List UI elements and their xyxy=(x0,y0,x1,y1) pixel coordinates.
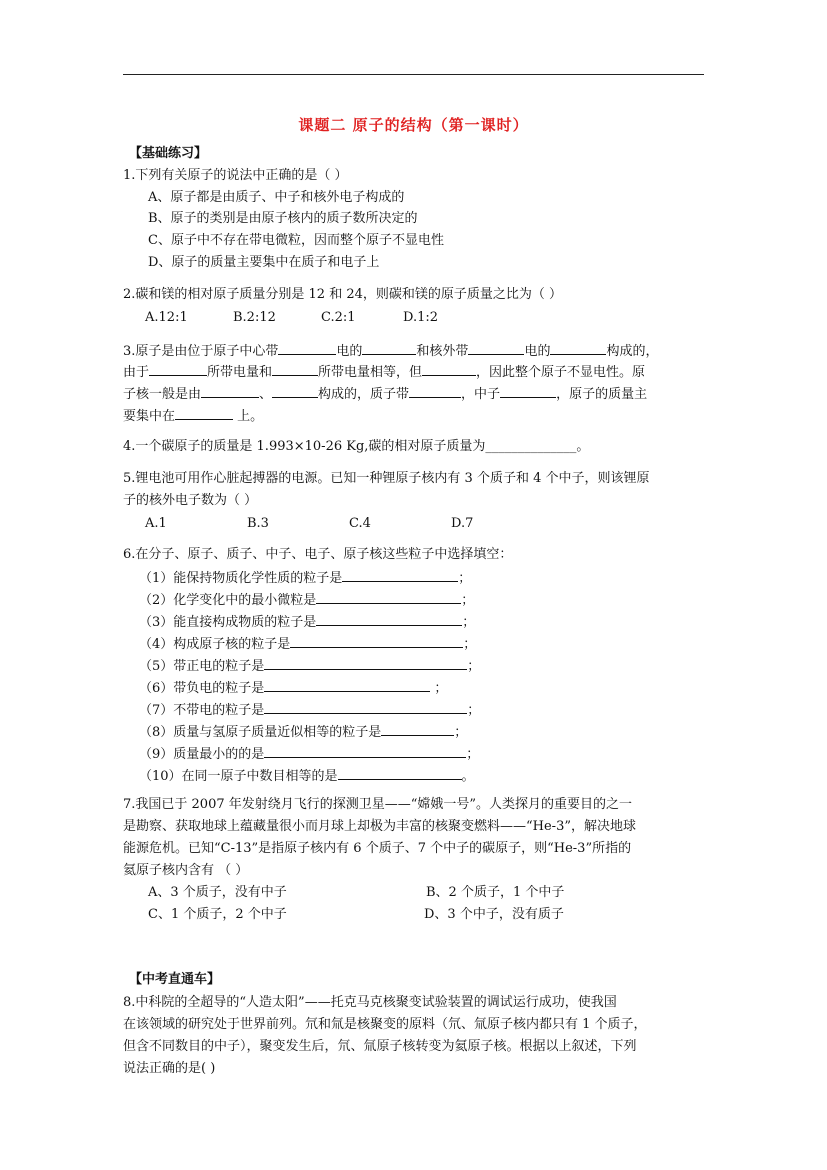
item-end: ； xyxy=(454,725,468,740)
item-label: （6）带负电的粒子是 xyxy=(139,681,265,696)
section-basic-heading: 【基础练习】 xyxy=(129,146,208,161)
item-end: ； xyxy=(466,747,480,762)
item-label: （3）能直接构成物质的粒子是 xyxy=(139,615,317,630)
question-2-option-c: C.2:1 xyxy=(321,310,356,325)
question-3-line-1 xyxy=(123,341,658,361)
question-2-option-b: B.2:12 xyxy=(233,310,276,325)
item-end: ； xyxy=(467,659,481,674)
question-7-line-2: 是勘察、获取地球上蕴藏量很小而月球上却极为丰富的核聚变燃料——“He-3”，解决地球 xyxy=(123,819,636,834)
header-rule xyxy=(123,74,704,75)
answer-blank[interactable] xyxy=(381,722,454,736)
item-label: （1）能保持物质化学性质的粒子是 xyxy=(139,571,343,586)
question-4-stem: 4.一个碳原子的质量是 1.993×10-26 Kg,碳的相对原子质量为______________。 xyxy=(123,439,590,454)
q3-text: 构成的， xyxy=(606,344,659,359)
question-2-option-d: D.1:2 xyxy=(403,310,439,325)
answer-blank[interactable] xyxy=(278,341,336,355)
question-7-line-4: 氦原子核内含有 （ ） xyxy=(123,863,249,878)
question-5-option-d: D.7 xyxy=(451,516,474,531)
question-7-option-c: C、1 个质子，2 个中子 xyxy=(148,907,287,922)
answer-blank[interactable] xyxy=(316,612,462,626)
question-1-option-b: B、原子的类别是由原子核内的质子数所决定的 xyxy=(148,211,418,226)
question-8-line-2: 在该领域的研究处于世界前列。氘和氚是核聚变的原料（氘、氚原子核内都只有 1 个质子， xyxy=(123,1017,647,1032)
item-end: 。 xyxy=(461,769,475,784)
answer-blank[interactable] xyxy=(422,362,476,376)
question-6-item xyxy=(139,568,471,588)
answer-blank[interactable] xyxy=(149,362,207,376)
section-exam-heading: 【中考直通车】 xyxy=(129,972,221,987)
item-end: ； xyxy=(463,637,477,652)
question-1-stem: 1.下列有关原子的说法中正确的是（ ） xyxy=(123,168,348,183)
question-6-item xyxy=(139,678,447,698)
question-6-stem: 6.在分子、原子、质子、中子、电子、原子核这些粒子中选择填空： xyxy=(123,547,513,562)
question-6-item xyxy=(139,744,479,764)
question-3-line-4 xyxy=(123,406,263,426)
item-label: （4）构成原子核的粒子是 xyxy=(139,637,291,652)
answer-blank[interactable] xyxy=(409,384,461,398)
question-7-option-b: B、2 个质子，1 个中子 xyxy=(426,885,565,900)
answer-blank[interactable] xyxy=(500,384,556,398)
question-7-option-a: A、3 个质子，没有中子 xyxy=(148,885,287,900)
question-1-option-c: C、原子中不存在带电微粒，因而整个原子不显电性 xyxy=(148,233,444,248)
answer-blank[interactable] xyxy=(175,406,233,420)
question-2-options xyxy=(145,309,438,327)
question-6-item xyxy=(139,700,480,720)
item-label: （2）化学变化中的最小微粒是 xyxy=(139,593,317,608)
answer-blank[interactable] xyxy=(550,341,606,355)
q3-text: 电的 xyxy=(524,344,551,359)
question-6-item xyxy=(139,722,467,742)
page-title: 课题二 原子的结构（第一课时） xyxy=(298,116,529,134)
question-2-stem: 2.碳和镁的相对原子质量分别是 12 和 24，则碳和镁的原子质量之比为（ ） xyxy=(123,287,563,302)
answer-blank[interactable] xyxy=(264,656,467,670)
q3-text: 所带电量和 xyxy=(207,365,273,380)
q3-text: ，中子 xyxy=(461,387,501,402)
item-end: ； xyxy=(461,593,475,608)
answer-blank[interactable] xyxy=(264,678,430,692)
answer-blank[interactable] xyxy=(264,700,467,714)
answer-blank[interactable] xyxy=(468,341,524,355)
item-label: （9）质量最小的的是 xyxy=(139,747,265,762)
q3-text: 子核一般是由 xyxy=(123,387,202,402)
answer-blank[interactable] xyxy=(272,384,318,398)
q3-text: 和核外带 xyxy=(416,344,469,359)
answer-blank[interactable] xyxy=(201,384,259,398)
question-1-option-d: D、原子的质量主要集中在质子和电子上 xyxy=(148,255,380,270)
question-3-line-2 xyxy=(123,362,645,382)
item-label: （7）不带电的粒子是 xyxy=(139,703,265,718)
answer-blank[interactable] xyxy=(316,590,461,604)
q3-text: 由于 xyxy=(123,365,150,380)
question-7-line-1: 7.我国已于 2007 年发射绕月飞行的探测卫星——“嫦娥一号”。人类探月的重要目的之一 xyxy=(123,797,633,812)
q3-text: 要集中在 xyxy=(123,409,176,424)
question-5-option-c: C.4 xyxy=(349,516,371,531)
q3-text: 3.原子是由位于原子中心带 xyxy=(123,344,279,359)
item-end: ； xyxy=(458,571,472,586)
question-3-line-3 xyxy=(123,384,647,404)
question-5-line-2: 子的核外电子数为（ ） xyxy=(123,493,258,508)
question-5-option-b: B.3 xyxy=(247,516,269,531)
question-6-item xyxy=(139,656,480,676)
question-6-item xyxy=(139,634,476,654)
item-label: （8）质量与氢原子质量近似相等的粒子是 xyxy=(139,725,382,740)
question-7-option-d: D、3 个中子，没有质子 xyxy=(424,907,564,922)
q3-text: 电的 xyxy=(336,344,363,359)
q3-text: 、 xyxy=(259,387,273,402)
item-end: ； xyxy=(430,681,448,696)
answer-blank[interactable] xyxy=(264,744,466,758)
item-label: （10）在同一原子中数目相等的是 xyxy=(139,769,338,784)
question-5-options xyxy=(145,515,473,533)
q3-text: 构成的，质子带 xyxy=(318,387,410,402)
question-5-line-1: 5.锂电池可用作心脏起搏器的电源。已知一种锂原子核内有 3 个质子和 4 个中子，则该锂原 xyxy=(123,471,650,486)
item-end: ； xyxy=(467,703,481,718)
question-5-option-a: A.1 xyxy=(145,516,167,531)
answer-blank[interactable] xyxy=(290,634,463,648)
item-end: ； xyxy=(462,615,476,630)
question-1-option-a: A、原子都是由质子、中子和核外电子构成的 xyxy=(148,190,405,205)
question-8-line-4: 说法正确的是( ) xyxy=(123,1061,216,1076)
question-7-line-3: 能源危机。已知“C-13”是指原子核内有 6 个质子、7 个中子的碳原子，则“He-3”所指的 xyxy=(123,841,632,856)
answer-blank[interactable] xyxy=(362,341,416,355)
q3-text: ，原子的质量主 xyxy=(556,387,648,402)
q3-text: 所带电量相等，但 xyxy=(318,365,423,380)
answer-blank[interactable] xyxy=(338,766,462,780)
question-6-item xyxy=(139,766,475,786)
question-2-option-a: A.12:1 xyxy=(145,310,188,325)
item-label: （5）带正电的粒子是 xyxy=(139,659,265,674)
question-8-line-1: 8.中科院的全超导的“人造太阳”——托克马克核聚变试验装置的调试运行成功，使我国 xyxy=(123,995,617,1010)
answer-blank[interactable] xyxy=(272,362,318,376)
q3-text: ，因此整个原子不显电性。原 xyxy=(476,365,646,380)
question-8-line-3: 但含不同数目的中子），聚变发生后，氘、氚原子核转变为氦原子核。根据以上叙述，下列 xyxy=(123,1039,637,1054)
answer-blank[interactable] xyxy=(342,568,458,582)
q3-text: 上。 xyxy=(233,409,264,424)
question-6-item xyxy=(139,612,475,632)
question-6-item xyxy=(139,590,474,610)
